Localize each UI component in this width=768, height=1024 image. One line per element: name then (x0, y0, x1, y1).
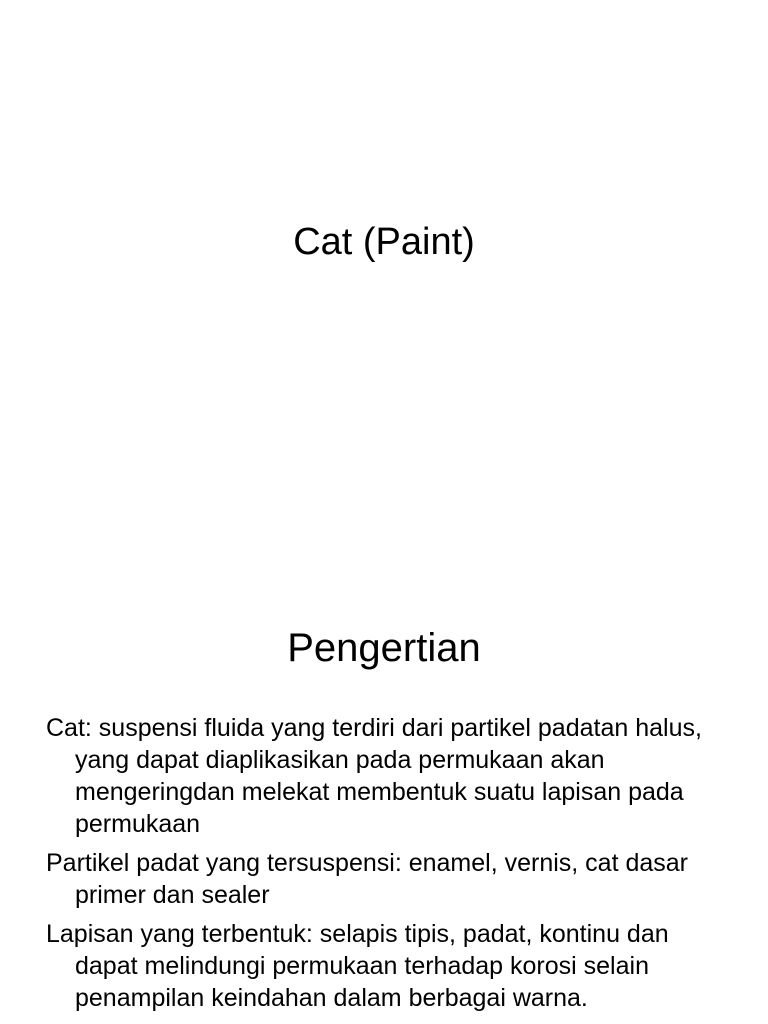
bullet-item: Partikel padat yang tersuspensi: enamel, vernis, cat dasar primer dan sealer (46, 849, 689, 909)
bullet-item: Cat: suspensi fluida yang terdiri dari partikel padatan halus, yang dapat diaplikasikan pada permukaan akan mengeringdan melekat membentuk suatu lapisan pada permukaan (46, 714, 702, 838)
slide-title: Cat (Paint) (293, 221, 475, 263)
bullet-item: Lapisan yang terbentuk: selapis tipis, padat, kontinu dan dapat melindungi permukaan terhadap korosi selain penampilan keindahan dalam berbagai warna. (46, 920, 669, 1012)
section-title: Pengertian (287, 626, 481, 670)
content-slide (0, 512, 768, 1024)
bullet-list (46, 712, 736, 1021)
